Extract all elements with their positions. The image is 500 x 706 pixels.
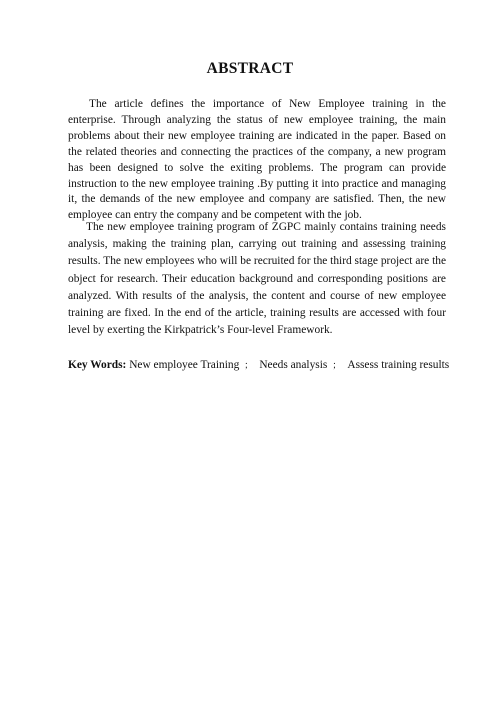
abstract-title: ABSTRACT [206,60,294,77]
keyword-item: Assess training results [347,359,450,371]
keyword-separator: ； [332,360,342,370]
keyword-separator: ； [244,360,254,370]
abstract-paragraph-2: The new employee training program of ZGPC mainly contains training needs analysis, making the training plan, carrying out training and assessing training results. The new employees who will be recruited for the third stage project are the object for research. Their education background and corresponding positions are analyzed. With results of the analysis, the content and course of new employee training are fixed. In the end of the article, training results are accessed with four level by exerting the Kirkpatrick’s Four-level Framework. [68,221,446,337]
keyword-item: Needs analysis [259,359,328,371]
keywords-line [68,358,468,371]
keyword-item: New employee Training [129,359,240,371]
keywords-label: Key Words: [68,359,127,371]
abstract-paragraph-1: The article defines the importance of New Employee training in the enterprise. Through analyzing the status of new employee training, the main problems about their new employee training are indicated in the paper. Based on the related theories and connecting the practices of the company, a new program has been designed to solve the exiting problems. The program can provide instruction to the new employee training .By putting it into practice and managing it, the demands of the new employee and company are satisfied. Then, the new employee can entry the company and be competent with the job. [68,98,446,222]
